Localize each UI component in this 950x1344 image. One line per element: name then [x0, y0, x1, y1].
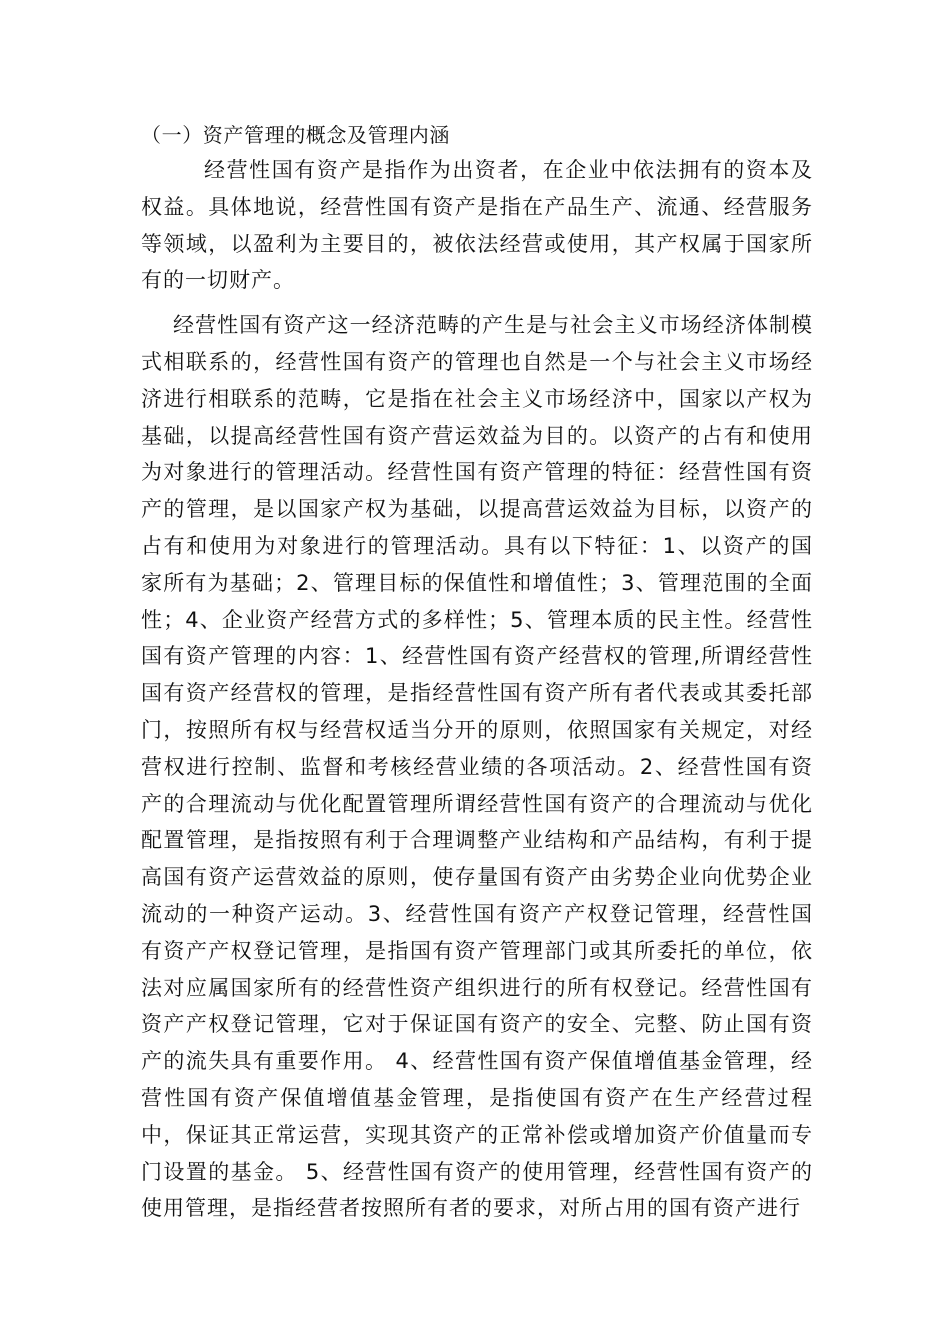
- paragraph-definition: 经营性国有资产是指作为出资者，在企业中依法拥有的资本及权益。具体地说，经营性国有资产是指在产品生产、流通、经营服务等领域，以盈利为主要目的，被依法经营或使用，其产权属于国家所有的一切财产。: [141, 158, 813, 293]
- paragraph-management-content: 经营性国有资产这一经济范畴的产生是与社会主义市场经济体制模式相联系的，经营性国有资产的管理也自然是一个与社会主义市场经济进行相联系的范畴，它是指在社会主义市场经济中，国家以产权为基础，以提高经营性国有资产营运效益为目的。以资产的占有和使用为对象进行的管理活动。经营性国有资产管理的特征：经营性国有资产的管理，是以国家产权为基础，以提高营运效益为目标，以资产的占有和使用为对象进行的管理活动。具有以下特征：1、以资产的国家所有为基础；2、管理目标的保值性和增值性；3、管理范围的全面性；4、企业资产经营方式的多样性；5、管理本质的民主性。经营性国有资产管理的内容：1、经营性国有资产经营权的管理,所谓经营性国有资产经营权的管理，是指经营性国有资产所有者代表或其委托部门，按照所有权与经营权适当分开的原则，依照国家有关规定，对经营权进行控制、监督和考核经营业绩的各项活动。2、经营性国有资产的合理流动与优化配置管理所谓经营性国有资产的合理流动与优化配置管理，是指按照有利于合理调整产业结构和产品结构，有利于提高国有资产运营效益的原则，使存量国有资产由劣势企业向优势企业流动的一种资产运动。3、经营性国有资产产权登记管理，经营性国有资产产权登记管理，是指国有资产管理部门或其所委托的单位，依法对应属国家所有的经营性资产组织进行的所有权登记。经营性国有资产产权登记管理，它对于保证国有资产的安全、完整、防止国有资产的流失具有重要作用。 4、经营性国有资产保值增值基金管理，经营性国有资产保值增值基金管理，是指使国有资产在生产经营过程中，保证其正常运营，实现其资产的正常补偿或增加资产价值量而专门设置的基金。 5、经营性国有资产的使用管理，经营性国有资产的使用管理，是指经营者按照所有者的要求，对所占用的国有资产进行: [141, 313, 813, 1221]
- document-body: [141, 118, 813, 1227]
- section-heading: （一）资产管理的概念及管理内涵: [141, 123, 450, 147]
